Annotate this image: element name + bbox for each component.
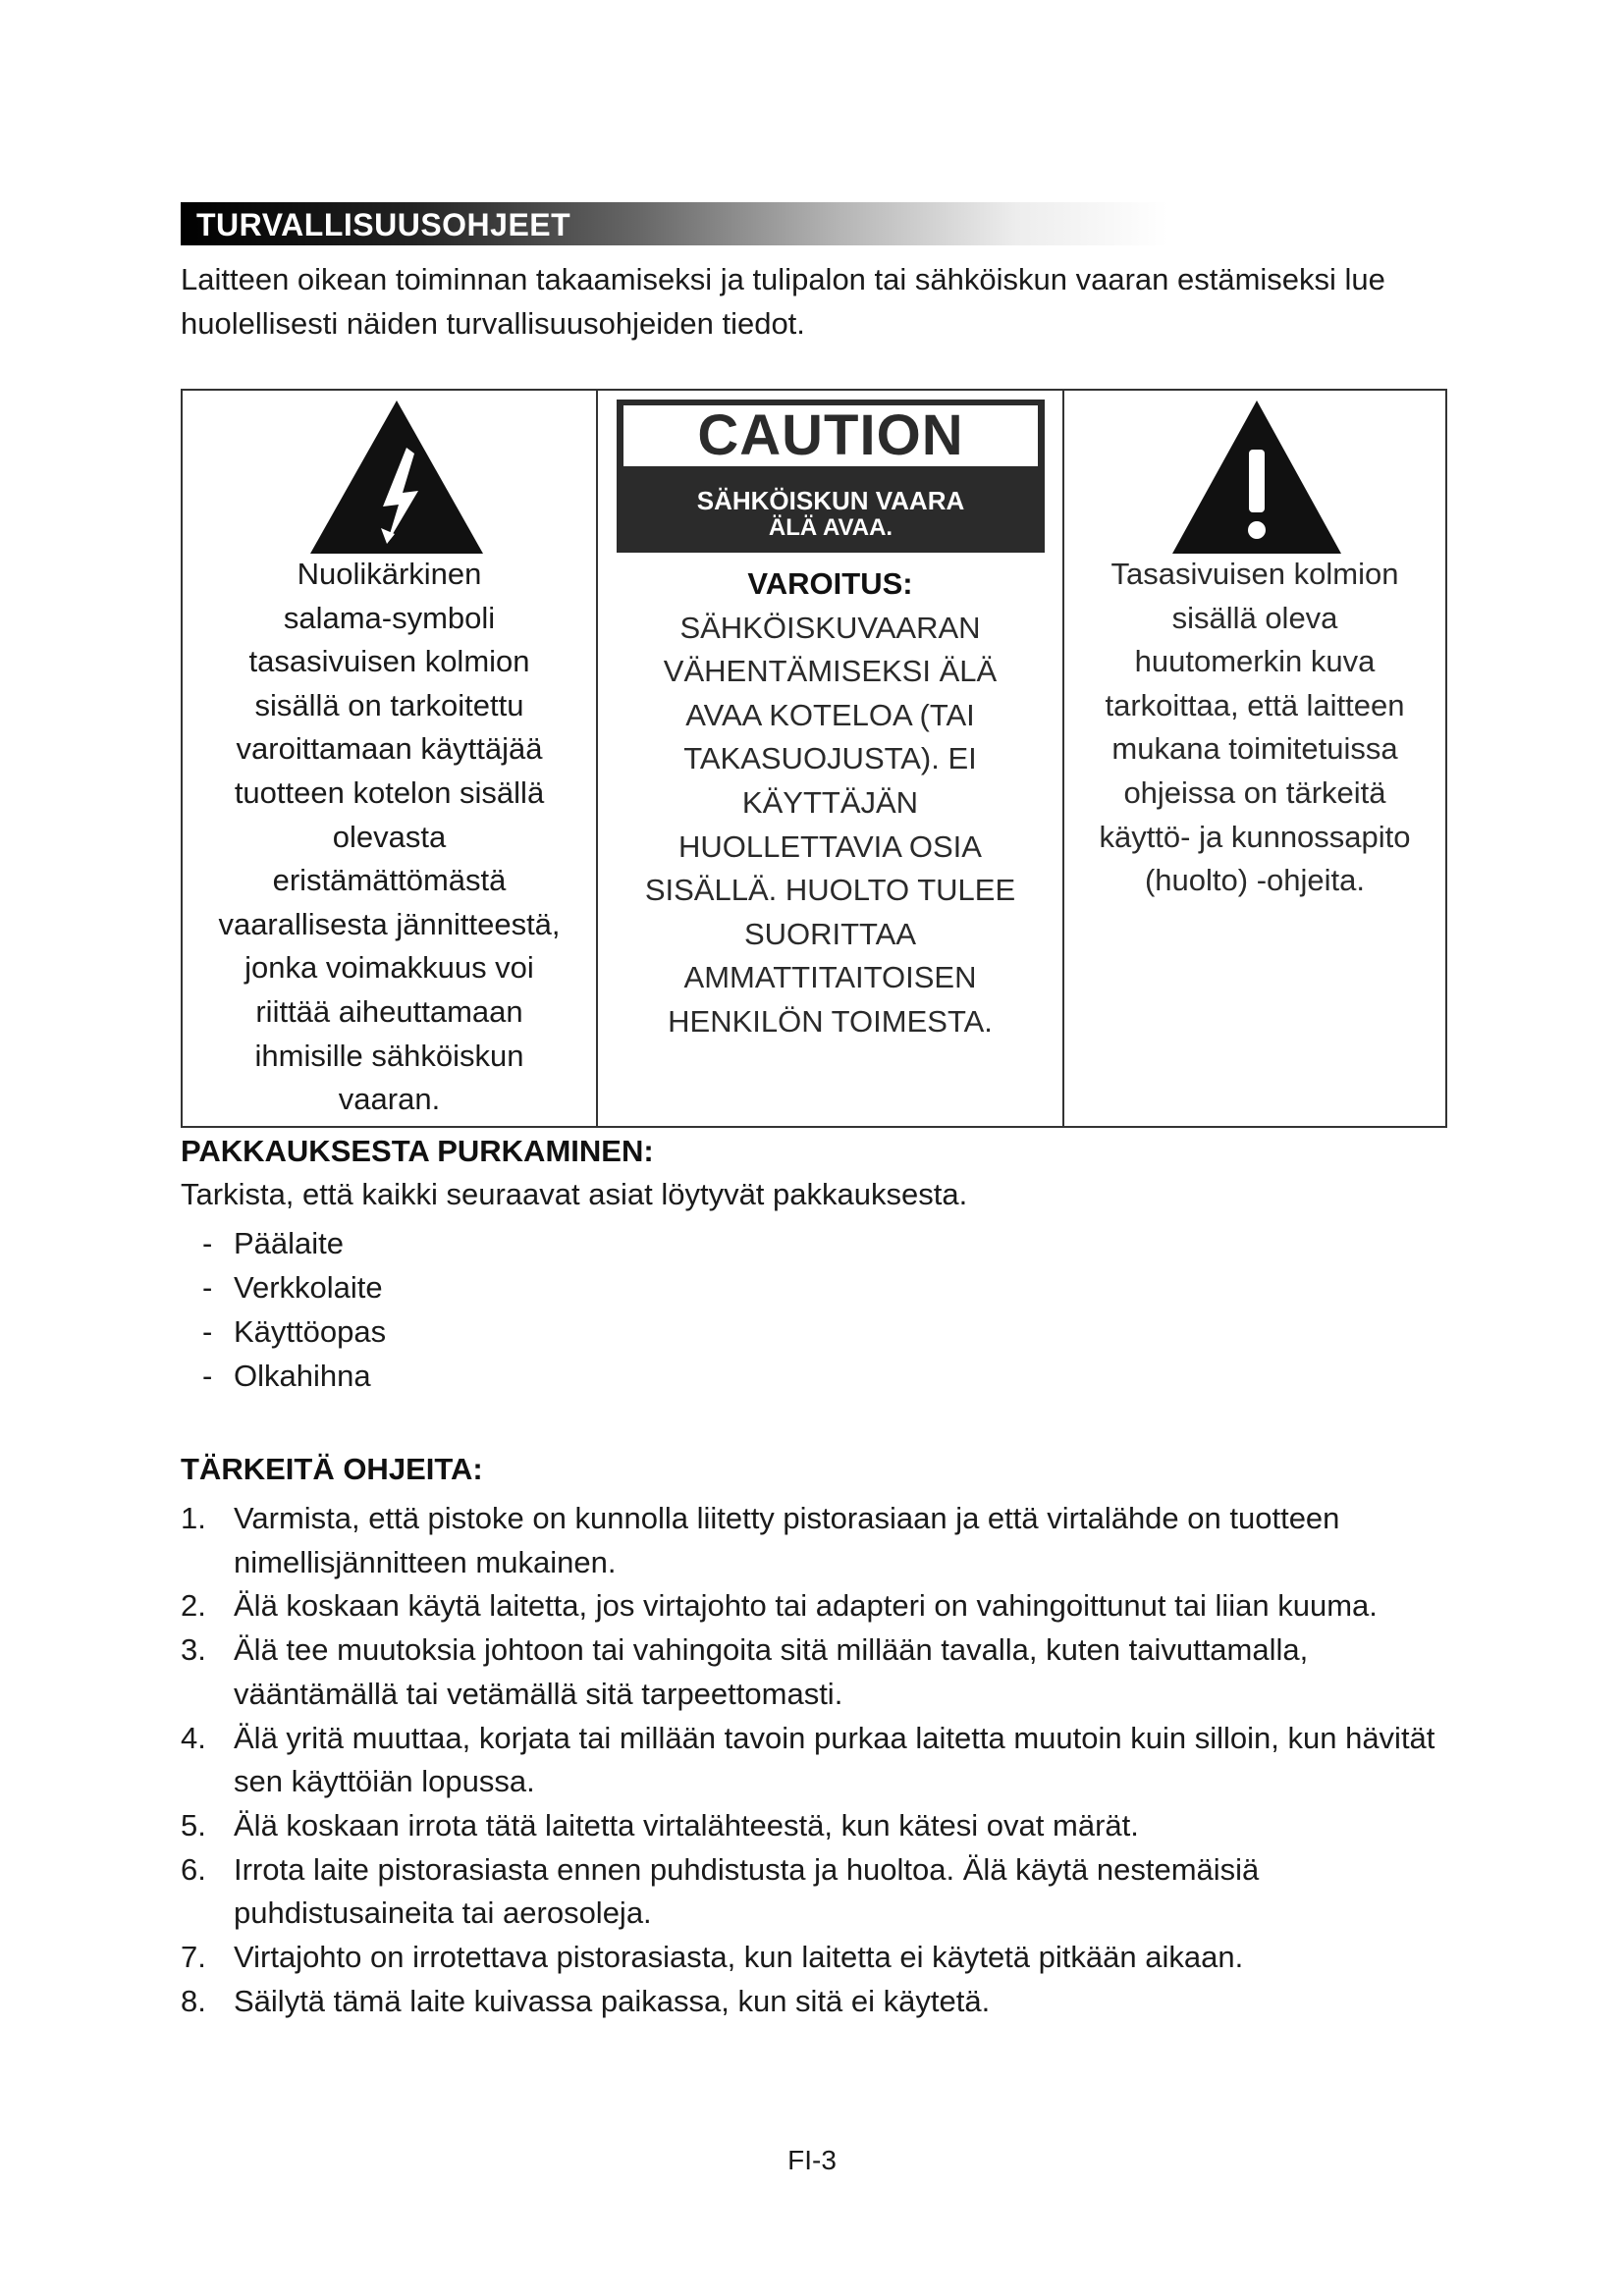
warning-column-lightning [183,391,598,1126]
explanation-line: SÄHKÖISKUVAARAN [679,610,981,645]
explanation-line: ihmisille sähköiskun [254,1038,524,1073]
explanation-line: eristämättömästä [272,863,507,898]
item-number: 2. [181,1588,206,1624]
caution-label [617,400,1045,553]
item-text: Älä koskaan irrota tätä laitetta virtalähteestä, kun kätesi ovat märät. [234,1807,1139,1842]
item-text: Älä tee muutoksia johtoon tai vahingoita sitä millään tavalla, kuten taivuttamalla, vääntämällä tai vetämällä sitä tarpeettomasti. [234,1632,1309,1711]
explanation-line: AVAA KOTELOA (TAI [685,697,975,732]
list-bullet: - [202,1314,213,1349]
list-item [181,1629,1457,1716]
item-number: 8. [181,1983,206,2018]
item-text: Varmista, että pistoke on kunnolla liitetty pistorasiaan ja että virtalähde on tuotteen nimellisjännitteen mukainen. [234,1501,1340,1579]
package-contents-list [202,1221,386,1398]
explanation-line: vaarallisesta jännitteestä, [218,906,561,941]
item-text: Älä yritä muuttaa, korjata tai millään tavoin purkaa laitetta muutoin kuin silloin, kun hävität sen käyttöiän lopussa. [234,1720,1435,1799]
item-text: Virtajohto on irrotettava pistorasiasta, kun laitetta ei käytetä pitkään aikaan. [234,1940,1244,1975]
page-number: FI-3 [787,2145,837,2175]
intro-paragraph: Laitteen oikean toiminnan takaamiseksi ja tulipalon tai sähköiskun vaaran estämiseksi lue huolellisesti näiden turvallisuusohjeiden tiedot. [181,262,1385,341]
explanation-line: olevasta [332,819,447,854]
exclamation-warning-triangle-icon [1170,399,1343,556]
list-item [181,1497,1457,1584]
exclamation-explanation [1064,553,1445,903]
explanation-line: huutomerkin kuva [1134,644,1376,679]
caution-explanation [598,562,1062,1044]
section-title: TURVALLISUUSOHJEET [196,207,571,242]
explanation-line: jonka voimakkuus voi [244,950,534,986]
list-item [181,1848,1457,1936]
lightning-warning-triangle-icon [308,399,485,556]
item-number: 3. [181,1632,206,1668]
list-item-text: Käyttöopas [234,1314,387,1349]
caution-title: VAROITUS: [747,566,913,601]
warning-table [181,389,1447,1128]
explanation-line: sisällä on tarkoitettu [254,687,524,722]
list-item-text: Olkahihna [234,1359,371,1393]
explanation-line: ohjeissa on tärkeitä [1123,774,1386,810]
list-item [181,1980,1457,2024]
list-item [202,1265,386,1309]
list-item [202,1309,386,1354]
caution-line-2: ÄLÄ AVAA. [768,514,893,541]
explanation-line: salama-symboli [283,600,496,635]
item-text: Älä koskaan käytä laitetta, jos virtajohto tai adapteri on vahingoittunut tai liian kuuma. [234,1588,1378,1624]
item-number: 4. [181,1720,206,1755]
important-instructions-list [181,1497,1457,2023]
explanation-line: TAKASUOJUSTA). EI [683,741,977,776]
explanation-line: vaaran. [338,1082,441,1117]
item-text: Säilytä tämä laite kuivassa paikassa, kun sitä ei käytetä. [234,1983,991,2018]
item-text: Irrota laite pistorasiasta ennen puhdistusta ja huoltoa. Älä käytä nestemäisiä puhdistusaineita tai aerosoleja. [234,1851,1260,1931]
explanation-line: Nuolikärkinen [297,557,482,591]
explanation-line: HENKILÖN TOIMESTA. [668,1003,993,1039]
explanation-line: Tasasivuisen kolmion [1110,557,1399,591]
explanation-line: HUOLLETTAVIA OSIA [678,828,982,864]
explanation-line: riittää aiheuttamaan [255,993,523,1029]
explanation-line: SUORITTAA [743,916,917,951]
warning-column-exclamation [1064,391,1445,1126]
explanation-line: (huolto) -ohjeita. [1144,863,1365,898]
explanation-line: sisällä oleva [1171,600,1338,635]
list-bullet: - [202,1359,213,1393]
explanation-line: tarkoittaa, että laitteen [1105,687,1405,722]
unpacking-intro: Tarkista, että kaikki seuraavat asiat löytyvät pakkauksesta. [181,1177,968,1211]
list-item-text: Verkkolaite [234,1270,383,1305]
list-item [181,1584,1457,1629]
warning-column-caution [598,391,1064,1126]
section-header-bar [181,202,1447,245]
item-number: 7. [181,1940,206,1975]
list-bullet: - [202,1270,213,1305]
explanation-line: tuotteen kotelon sisällä [234,774,545,810]
unpacking-heading: PAKKAUKSESTA PURKAMINEN: [181,1134,654,1168]
explanation-line: KÄYTTÄJÄN [741,784,919,820]
item-number: 5. [181,1807,206,1842]
explanation-line: tasasivuisen kolmion [248,644,530,679]
list-item [202,1221,386,1265]
important-instructions-heading: TÄRKEITÄ OHJEITA: [181,1452,483,1486]
list-item [181,1717,1457,1804]
caution-word: CAUTION [697,403,964,467]
lightning-explanation [183,553,596,1122]
list-item [181,1936,1457,1980]
list-item [202,1354,386,1398]
list-bullet: - [202,1226,213,1260]
list-item [181,1804,1457,1848]
caution-word-panel [623,405,1038,466]
item-number: 1. [181,1501,206,1535]
explanation-line: mukana toimitetuissa [1111,731,1398,767]
explanation-line: varoittamaan käyttäjää [236,731,543,767]
explanation-line: SISÄLLÄ. HUOLTO TULEE [644,873,1016,908]
item-number: 6. [181,1851,206,1887]
explanation-line: VÄHENTÄMISEKSI ÄLÄ [663,654,998,689]
explanation-line: AMMATTITAITOISEN [683,960,977,995]
explanation-line: käyttö- ja kunnossapito [1099,819,1411,854]
caution-line-1: SÄHKÖISKUN VAARA [696,486,965,515]
list-item-text: Päälaite [234,1226,345,1260]
